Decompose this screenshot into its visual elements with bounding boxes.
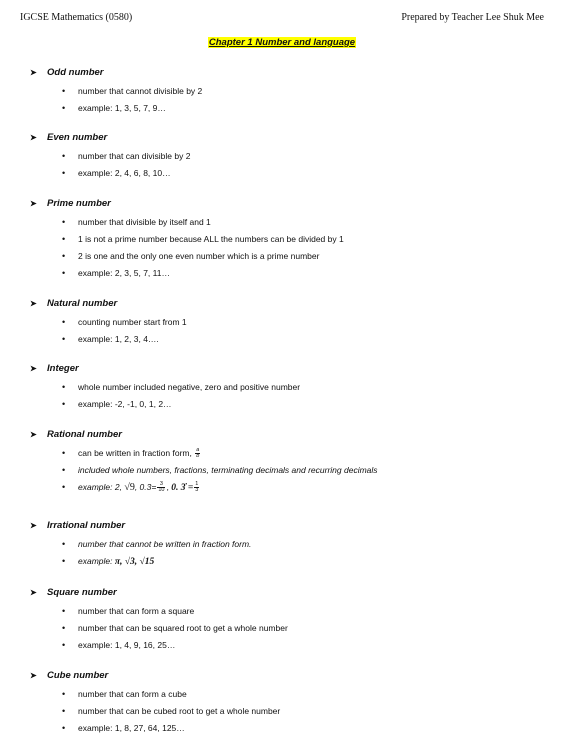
arrowhead-icon: ➤ bbox=[30, 199, 37, 208]
section-heading: Natural number bbox=[47, 298, 118, 309]
section-heading: Odd number bbox=[47, 67, 104, 78]
bullet-icon: • bbox=[62, 168, 66, 178]
bullet-list bbox=[30, 686, 540, 737]
list-item: • number that divisible by itself and 1 bbox=[30, 214, 540, 231]
section-irrational-number bbox=[30, 519, 540, 570]
list-item: • example: π, √3, √15 bbox=[30, 553, 540, 570]
section-even-number bbox=[30, 131, 540, 182]
section-natural-number bbox=[30, 297, 540, 348]
list-item: • example: 1, 8, 27, 64, 125… bbox=[30, 720, 540, 737]
list-item: • included whole numbers, fractions, terminating decimals and recurring decimals bbox=[30, 462, 540, 479]
bullet-icon: • bbox=[62, 103, 66, 113]
bullet-icon: • bbox=[62, 539, 66, 549]
list-item: • 1 is not a prime number because ALL the numbers can be divided by 1 bbox=[30, 231, 540, 248]
list-item: • example: 1, 3, 5, 7, 9… bbox=[30, 100, 540, 117]
bullet-list bbox=[30, 148, 540, 182]
bullet-icon: • bbox=[62, 399, 66, 409]
recurring-decimal: 0. 3̇ = bbox=[171, 483, 194, 493]
bullet-list bbox=[30, 314, 540, 348]
section-square-number bbox=[30, 586, 540, 654]
bullet-icon: • bbox=[62, 606, 66, 616]
section-heading: Prime number bbox=[47, 198, 111, 209]
list-item: • number that can form a square bbox=[30, 603, 540, 620]
bullet-icon: • bbox=[62, 448, 66, 458]
bullet-icon: • bbox=[62, 556, 66, 566]
list-item: • 2 is one and the only one even number which is a prime number bbox=[30, 248, 540, 265]
bullet-list bbox=[30, 445, 540, 496]
header-course: IGCSE Mathematics (0580) bbox=[20, 12, 133, 23]
sqrt-9: √9 bbox=[124, 482, 135, 493]
bullet-list bbox=[30, 603, 540, 654]
section-cube-number bbox=[30, 669, 540, 737]
bullet-list bbox=[30, 83, 540, 117]
list-item: • example: 1, 4, 9, 16, 25… bbox=[30, 637, 540, 654]
bullet-icon: • bbox=[62, 334, 66, 344]
bullet-icon: • bbox=[62, 151, 66, 161]
arrowhead-icon: ➤ bbox=[30, 364, 37, 373]
arrowhead-icon: ➤ bbox=[30, 521, 37, 530]
bullet-icon: • bbox=[62, 86, 66, 96]
section-integer bbox=[30, 362, 540, 413]
bullet-list bbox=[30, 536, 540, 570]
bullet-icon: • bbox=[62, 217, 66, 227]
arrowhead-icon: ➤ bbox=[30, 430, 37, 439]
list-item: • counting number start from 1 bbox=[30, 314, 540, 331]
list-item: • number that can be squared root to get a whole number bbox=[30, 620, 540, 637]
list-item: • number that can divisible by 2 bbox=[30, 148, 540, 165]
header-author: Prepared by Teacher Lee Shuk Mee bbox=[401, 12, 544, 23]
fraction-1-over-3: $\frac{1}{3}$ bbox=[195, 481, 199, 494]
arrowhead-icon: ➤ bbox=[30, 299, 37, 308]
bullet-icon: • bbox=[62, 251, 66, 261]
bullet-icon: • bbox=[62, 465, 66, 475]
section-heading: Rational number bbox=[47, 429, 122, 440]
arrowhead-icon: ➤ bbox=[30, 68, 37, 77]
list-item: • whole number included negative, zero and positive number bbox=[30, 379, 540, 396]
list-item: • example: 2, 4, 6, 8, 10… bbox=[30, 165, 540, 182]
bullet-icon: • bbox=[62, 689, 66, 699]
list-item: • example: -2, -1, 0, 1, 2… bbox=[30, 396, 540, 413]
list-item: • number that can be cubed root to get a whole number bbox=[30, 703, 540, 720]
bullet-icon: • bbox=[62, 723, 66, 733]
chapter-title-wrap bbox=[0, 32, 564, 50]
arrowhead-icon: ➤ bbox=[30, 671, 37, 680]
list-item: • number that cannot divisible by 2 bbox=[30, 83, 540, 100]
page-header bbox=[20, 12, 544, 26]
section-heading: Irrational number bbox=[47, 520, 126, 531]
section-rational-number bbox=[30, 428, 540, 496]
section-heading: Cube number bbox=[47, 670, 109, 681]
bullet-icon: • bbox=[62, 623, 66, 633]
bullet-icon: • bbox=[62, 234, 66, 244]
list-item: • can be written in fraction form, $\frac{a}{b}$ bbox=[30, 445, 540, 462]
bullet-list bbox=[30, 379, 540, 413]
section-heading: Integer bbox=[47, 363, 79, 374]
fraction-a-over-b: $\frac{a}{b}$ bbox=[196, 447, 200, 460]
arrowhead-icon: ➤ bbox=[30, 133, 37, 142]
arrowhead-icon: ➤ bbox=[30, 588, 37, 597]
fraction-3-over-10: $\frac{3}{10}$ bbox=[158, 481, 165, 494]
bullet-icon: • bbox=[62, 640, 66, 650]
list-item: • example: 1, 2, 3, 4…. bbox=[30, 331, 540, 348]
section-heading: Even number bbox=[47, 132, 108, 143]
bullet-icon: • bbox=[62, 706, 66, 716]
chapter-title: Chapter 1 Number and language bbox=[208, 37, 356, 48]
bullet-icon: • bbox=[62, 382, 66, 392]
list-item: • number that can form a cube bbox=[30, 686, 540, 703]
section-odd-number bbox=[30, 66, 540, 117]
list-item: • example: 2, √9, 0.3= $\frac{3}{10}$ , 0. 3̇ = $\frac{1}{3}$ bbox=[30, 479, 540, 496]
bullet-icon: • bbox=[62, 268, 66, 278]
bullet-list bbox=[30, 214, 540, 282]
section-heading: Square number bbox=[47, 587, 117, 598]
list-item: • example: 2, 3, 5, 7, 11… bbox=[30, 265, 540, 282]
bullet-icon: • bbox=[62, 482, 66, 492]
section-prime-number bbox=[30, 197, 540, 282]
bullet-icon: • bbox=[62, 317, 66, 327]
list-item: • number that cannot be written in fraction form. bbox=[30, 536, 540, 553]
irrational-examples: π, √3, √15 bbox=[114, 557, 155, 567]
